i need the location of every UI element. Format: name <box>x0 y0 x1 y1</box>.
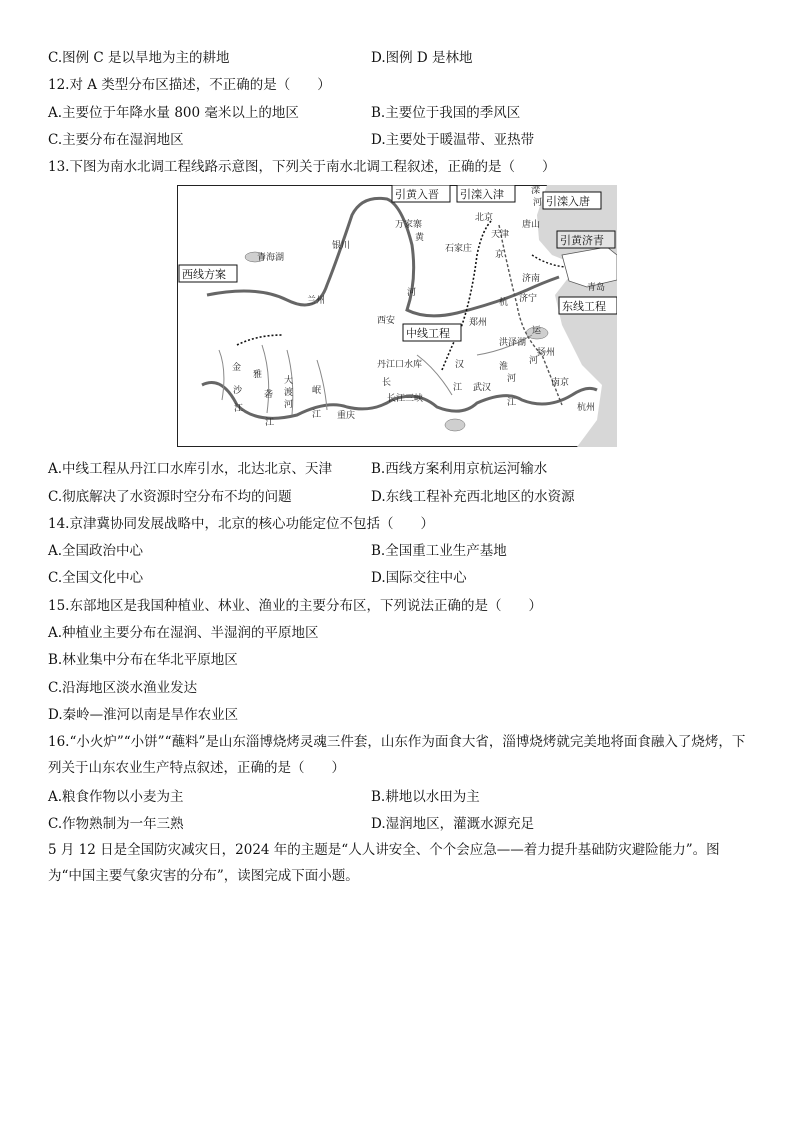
svg-text:滦: 滦 <box>531 186 541 196</box>
svg-text:淮: 淮 <box>499 362 509 372</box>
label-hongzehu: 洪泽湖 <box>499 338 527 348</box>
q15-stem: 15.东部地区是我国种植业、林业、渔业的主要分布区，下列说法正确的是（ ） <box>48 598 542 614</box>
svg-text:河: 河 <box>533 198 543 208</box>
box-yinhuangrujin <box>392 185 450 202</box>
svg-text:雅: 雅 <box>253 370 263 380</box>
q14-option-d: D.国际交往中心 <box>371 570 467 586</box>
q14-stem: 14.京津冀协同发展战略中，北京的核心功能定位不包括（ ） <box>48 516 434 532</box>
label-wuhan: 武汉 <box>473 383 492 393</box>
label-qingdao: 青岛 <box>587 283 606 293</box>
svg-text:渡: 渡 <box>284 388 294 398</box>
label-chongqing: 重庆 <box>337 411 356 421</box>
svg-text:东线工程: 东线工程 <box>562 300 606 313</box>
label-zhengzhou: 郑州 <box>469 318 488 328</box>
q16-option-b: B.耕地以水田为主 <box>371 789 480 805</box>
svg-text:江: 江 <box>453 383 463 393</box>
q15-option-b: B.林业集中分布在华北平原地区 <box>48 652 238 668</box>
svg-text:引滦入津: 引滦入津 <box>460 188 504 201</box>
svg-text:河: 河 <box>284 400 294 410</box>
svg-text:沙: 沙 <box>233 386 243 396</box>
svg-text:河: 河 <box>507 374 517 384</box>
q16-option-c: C.作物熟制为一年三熟 <box>48 816 184 832</box>
q14-option-b: B.全国重工业生产基地 <box>371 543 507 559</box>
disaster-intro-paragraph: 5 月 12 日是全国防灾减灾日，2024 年的主题是“人人讲安全、个个会应急——着力提升基础防灾避险能力”。图为“中国主要气象灾害的分布”，读图完成下面小题。 <box>48 842 720 884</box>
q13-stem: 13.下图为南水北调工程线路示意图，下列关于南水北调工程叙述，正确的是（ ） <box>48 159 556 175</box>
q13-option-a: A.中线工程从丹江口水库引水，北达北京、天津 <box>48 461 333 477</box>
box-dongxiangongcheng <box>559 297 617 314</box>
box-zhongxiangongcheng <box>403 324 461 341</box>
label-wanjiazhai: 万家寨 <box>395 220 423 230</box>
q15-option-c: C.沿海地区淡水渔业发达 <box>48 680 198 696</box>
svg-text:杭: 杭 <box>499 298 509 308</box>
label-tianjin: 天津 <box>491 230 510 240</box>
svg-text:金: 金 <box>232 363 242 373</box>
svg-text:引黄济青: 引黄济青 <box>560 234 604 247</box>
q13-option-b: B.西线方案利用京杭运河输水 <box>371 461 548 477</box>
label-changjiangsanxia: 长江三峡 <box>387 394 424 404</box>
svg-text:引黄入晋: 引黄入晋 <box>395 188 439 201</box>
svg-text:京: 京 <box>495 250 505 260</box>
q13-option-c: C.彻底解决了水资源时空分布不均的问题 <box>48 489 292 505</box>
label-shijiazhuang: 石家庄 <box>445 244 473 254</box>
svg-text:江: 江 <box>507 398 517 408</box>
svg-text:运: 运 <box>532 326 542 336</box>
q11-option-d: D.图例 D 是林地 <box>371 50 473 66</box>
label-jining: 济宁 <box>519 294 538 304</box>
q12-option-d: D.主要处于暖温带、亚热带 <box>371 132 535 148</box>
q16-option-d: D.湿润地区，灌溉水源充足 <box>371 816 535 832</box>
south-north-water-diversion-map <box>177 185 617 447</box>
svg-text:岷: 岷 <box>312 386 322 396</box>
svg-text:中线工程: 中线工程 <box>406 327 450 340</box>
q11-option-c: C.图例 C 是以旱地为主的耕地 <box>48 50 230 66</box>
label-danjiangkou: 丹江口水库 <box>377 360 423 370</box>
label-lanzhou: 兰州 <box>307 296 326 306</box>
box-xixianfangan <box>179 265 237 282</box>
svg-text:河: 河 <box>407 288 417 298</box>
box-yinhuangjiqing <box>557 231 615 248</box>
q12-option-a: A.主要位于年降水量 800 毫米以上的地区 <box>48 105 299 121</box>
q14-option-a: A.全国政治中心 <box>48 543 144 559</box>
label-jinan: 济南 <box>522 274 541 284</box>
svg-text:西线方案: 西线方案 <box>182 268 226 281</box>
svg-text:引滦入唐: 引滦入唐 <box>546 195 590 208</box>
label-nanjing: 南京 <box>551 378 570 388</box>
box-yinluanrutang <box>543 192 601 209</box>
label-qinghaihu: 青海湖 <box>257 253 285 263</box>
label-beijing: 北京 <box>475 213 494 223</box>
svg-text:江: 江 <box>234 404 244 414</box>
svg-text:长: 长 <box>382 378 392 388</box>
svg-text:黄: 黄 <box>415 233 425 243</box>
svg-text:大: 大 <box>284 376 294 386</box>
q15-option-a: A.种植业主要分布在湿润、半湿润的平原地区 <box>48 625 319 641</box>
svg-text:砻: 砻 <box>264 390 274 400</box>
q14-option-c: C.全国文化中心 <box>48 570 144 586</box>
label-xian: 西安 <box>377 316 396 326</box>
label-tangshan: 唐山 <box>522 220 541 230</box>
box-yinluanrujin <box>457 185 515 202</box>
label-yangzhou: 扬州 <box>537 348 556 358</box>
q15-option-d: D.秦岭—淮河以南是旱作农业区 <box>48 707 239 723</box>
label-hangzhou: 杭州 <box>577 403 596 413</box>
q12-option-b: B.主要位于我国的季风区 <box>371 105 521 121</box>
svg-text:汉: 汉 <box>455 360 465 370</box>
label-yinchuan: 银川 <box>332 241 351 251</box>
q16-stem: 16.“小火炉”“小饼”“蘸料”是山东淄博烧烤灵魂三件套，山东作为面食大省，淄博烧烤就完美地将面食融入了烧烤，下列关于山东农业生产特点叙述，正确的是（ ） <box>48 734 746 776</box>
q16-option-a: A.粮食作物以小麦为主 <box>48 789 184 805</box>
svg-text:江: 江 <box>312 410 322 420</box>
q12-stem: 12.对 A 类型分布区描述，不正确的是（ ） <box>48 77 331 93</box>
q13-option-d: D.东线工程补充西北地区的水资源 <box>371 489 575 505</box>
q12-option-c: C.主要分布在湿润地区 <box>48 132 184 148</box>
svg-text:江: 江 <box>265 418 275 428</box>
svg-text:河: 河 <box>529 356 539 366</box>
